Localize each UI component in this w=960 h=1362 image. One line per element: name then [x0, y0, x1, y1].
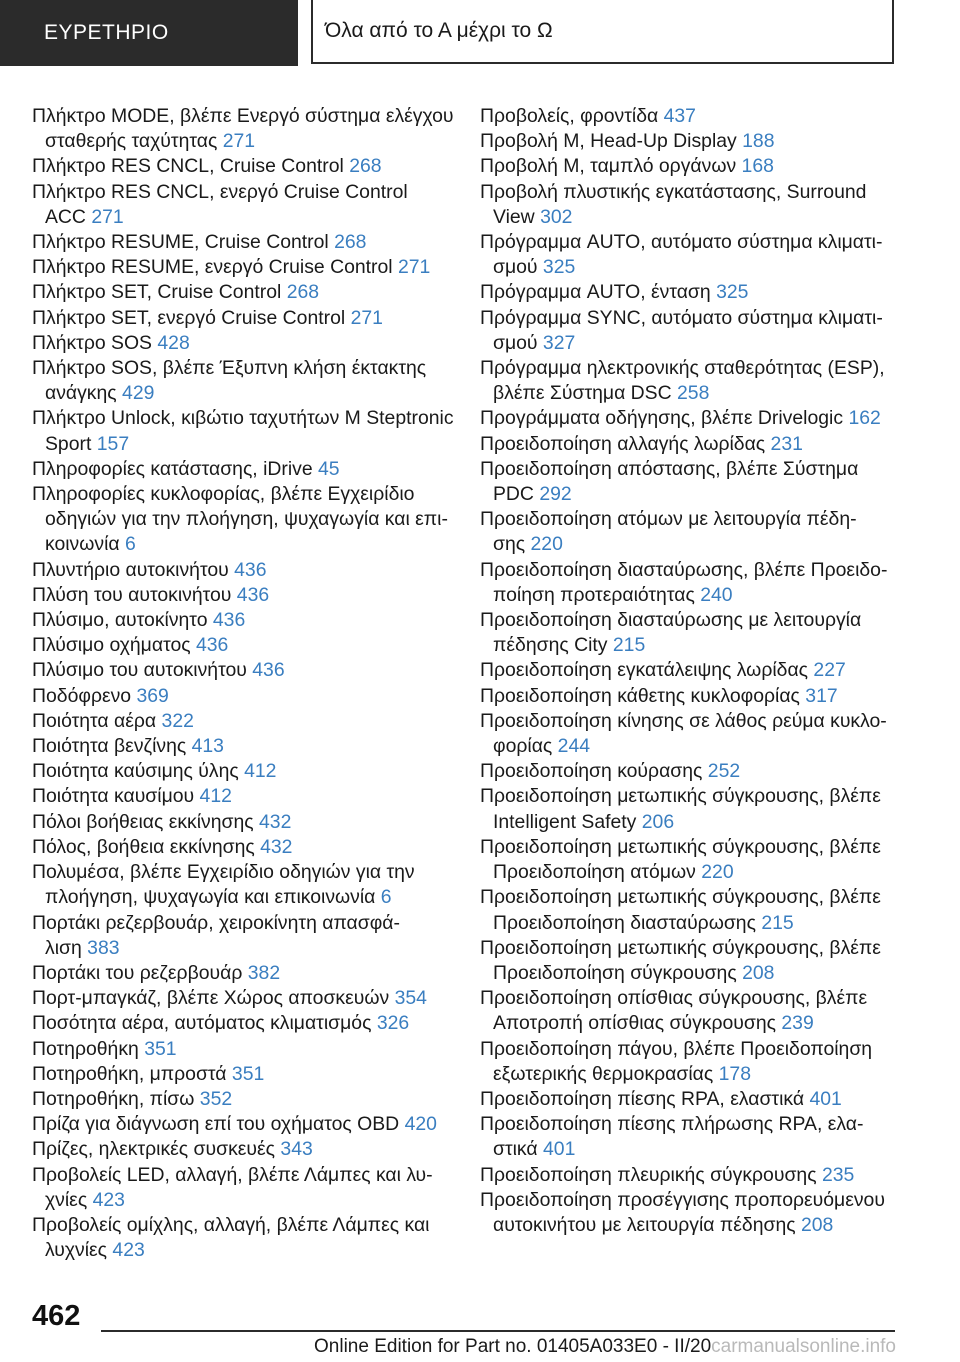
- index-entry-text: οδηγιών για την πλοήγηση, ψυχαγωγία και επι-: [45, 508, 448, 531]
- page-reference-link[interactable]: 208: [742, 961, 775, 984]
- index-entry-text: πέδησης City: [493, 634, 608, 657]
- page-reference-link[interactable]: 325: [716, 281, 749, 304]
- index-entry: [480, 507, 900, 557]
- index-entry: [32, 1213, 452, 1263]
- index-entry: [32, 154, 452, 179]
- index-entry-text: Προειδοποίηση μετωπικής σύγκρουσης, βλέπε: [480, 936, 881, 959]
- index-entry-text: Ποδόφρενο: [32, 684, 132, 707]
- index-entry: [480, 835, 900, 885]
- index-entry: [480, 986, 900, 1036]
- page-reference-link[interactable]: 436: [236, 583, 270, 606]
- index-entry-text: Προειδοποίηση οπίσθιας σύγκρουσης, βλέπε: [480, 987, 868, 1010]
- index-entry-text: Πόλος, βοήθεια εκκίνησης: [32, 835, 255, 858]
- index-entry-text: βλέπε Σύστημα DSC: [493, 382, 672, 405]
- index-entry: [480, 658, 900, 683]
- index-entry-text: Προειδοποίηση εγκατάλειψης λωρίδας: [480, 659, 809, 682]
- edition-text: Online Edition for Part no. 01405A033E0 - II/20: [314, 1336, 712, 1357]
- index-entry: [480, 684, 900, 709]
- page-reference-link[interactable]: 412: [244, 760, 277, 783]
- page-reference-link[interactable]: 413: [191, 735, 224, 758]
- page-reference-link[interactable]: 268: [349, 155, 382, 178]
- index-entry-text: Προειδοποίηση διασταύρωσης με λειτουργία: [480, 609, 862, 632]
- index-entry-text: Πορτ-μπαγκάζ, βλέπε Χώρος αποσκευών: [32, 987, 390, 1010]
- index-entry: [480, 306, 900, 356]
- index-entry: [480, 558, 900, 608]
- index-entry-text: Ποιότητα καυσίμου: [32, 785, 195, 808]
- index-entry: [32, 860, 452, 910]
- page-reference-link[interactable]: 215: [612, 634, 646, 657]
- page-reference-link[interactable]: 423: [112, 1239, 145, 1262]
- page-reference-link[interactable]: 235: [821, 1163, 855, 1186]
- index-entry: [480, 1087, 900, 1112]
- page-reference-link[interactable]: 302: [540, 205, 573, 228]
- page-reference-link[interactable]: 208: [800, 1213, 834, 1236]
- page-number: 462: [32, 1300, 81, 1332]
- page-reference-link[interactable]: 436: [212, 609, 246, 632]
- index-entry: [32, 457, 452, 482]
- index-entry-text: Πλήκτρο SET, Cruise Control: [32, 281, 282, 304]
- index-entry: [480, 230, 900, 280]
- page-reference-link[interactable]: 412: [199, 785, 232, 808]
- page-reference-link[interactable]: 215: [761, 911, 794, 934]
- page-reference-link[interactable]: 188: [742, 130, 775, 153]
- index-entry-text: σμού: [493, 331, 538, 354]
- index-entry-text: Προειδοποίηση ατόμων με λειτουργία πέδη-: [480, 508, 857, 531]
- index-entry-text: Πλήκτρο SET, ενεργό Cruise Control: [32, 306, 346, 329]
- page-reference-link[interactable]: 317: [805, 684, 838, 707]
- index-entry-text: Προειδοποίηση πίεσης πλήρωσης RPA, ελα-: [480, 1113, 864, 1136]
- index-entry-text: Πλύσιμο του αυτοκινήτου: [32, 659, 247, 682]
- index-entry: [480, 406, 900, 431]
- page-reference-link[interactable]: 157: [96, 432, 130, 455]
- index-entry: [32, 558, 452, 583]
- index-entry-text: Προβολείς ομίχλης, αλλαγή, βλέπε Λάμπες και: [32, 1213, 430, 1236]
- index-entry-text: Αποτροπή οπίσθιας σύγκρουσης: [493, 1012, 776, 1035]
- page-reference-link[interactable]: 351: [144, 1037, 177, 1060]
- index-entry: [32, 180, 452, 230]
- index-entry: [32, 608, 452, 633]
- index-entry: [32, 709, 452, 734]
- index-entry: [32, 986, 452, 1011]
- index-entry-text: Πλήκτρο Unlock, κιβώτιο ταχυτήτων M Steptronic: [32, 407, 454, 430]
- index-entry: [32, 658, 452, 683]
- index-entry-text: λιση: [45, 936, 82, 959]
- page-reference-link[interactable]: 168: [741, 155, 774, 178]
- page-reference-link[interactable]: 436: [234, 558, 267, 581]
- index-entry-text: Προειδοποίηση μετωπικής σύγκρουσης, βλέπε: [480, 835, 881, 858]
- index-entry-text: κοινωνία: [45, 533, 120, 556]
- page-reference-link[interactable]: 206: [641, 810, 675, 833]
- index-entry-text: Πλήκτρο MODE, βλέπε Ενεργό σύστημα ελέγχου: [32, 105, 454, 127]
- page-reference-link[interactable]: 6: [380, 886, 392, 909]
- index-entry: [32, 835, 452, 860]
- index-entry: [32, 104, 452, 154]
- index-entry: [480, 936, 900, 986]
- index-entry-text: View: [493, 205, 535, 228]
- index-entry: [32, 759, 452, 784]
- page-reference-link[interactable]: 383: [87, 936, 120, 959]
- index-entry: [480, 1112, 900, 1162]
- index-entry-text: Ποτηροθήκη, πίσω: [32, 1087, 195, 1110]
- index-entry: [32, 331, 452, 356]
- index-entry-text: Προειδοποίηση πίεσης RPA, ελαστικά: [480, 1087, 805, 1110]
- index-entry: [480, 457, 900, 507]
- page-reference-link[interactable]: 437: [663, 105, 696, 127]
- index-entry: [32, 1112, 452, 1137]
- page-reference-link[interactable]: 351: [231, 1062, 265, 1085]
- page-reference-link[interactable]: 6: [125, 533, 136, 556]
- page-reference-link[interactable]: 271: [91, 205, 124, 228]
- page-reference-link[interactable]: 382: [247, 961, 281, 984]
- index-column-left: [32, 104, 452, 1263]
- index-entry-text: ποίηση προτεραιότητας: [493, 583, 695, 606]
- index-entry-text: Πλήκτρο RESUME, Cruise Control: [32, 231, 329, 254]
- index-entry: [32, 356, 452, 406]
- index-entry-text: Πρόγραμμα SYNC, αυτόματο σύστημα κλιματι-: [480, 306, 883, 329]
- index-entry: [480, 759, 900, 784]
- index-entry: [480, 432, 900, 457]
- index-entry: [480, 784, 900, 834]
- index-entry: [480, 154, 900, 179]
- section-tab: [0, 0, 298, 66]
- page-reference-link[interactable]: 231: [770, 432, 803, 455]
- page-reference-link[interactable]: 436: [195, 634, 229, 657]
- section-subtitle: Όλα από το Α μέχρι το Ω: [325, 19, 553, 42]
- index-entry-text: Πορτάκι του ρεζερβουάρ: [32, 961, 243, 984]
- index-entry: [480, 280, 900, 305]
- index-entry-text: Πλήκτρο RES CNCL, ενεργό Cruise Control: [32, 180, 408, 203]
- page-reference-link[interactable]: 45: [318, 457, 340, 480]
- page-reference-link[interactable]: 220: [701, 861, 734, 884]
- index-entry-text: Πλήκτρο RESUME, ενεργό Cruise Control: [32, 256, 393, 279]
- index-entry-text: PDC: [493, 483, 534, 506]
- index-entry-text: Πλύση του αυτοκινήτου: [32, 583, 232, 606]
- page-reference-link[interactable]: 401: [543, 1138, 576, 1161]
- page-reference-link[interactable]: 423: [92, 1188, 125, 1211]
- index-entry: [32, 255, 452, 280]
- page-reference-link[interactable]: 271: [397, 256, 431, 279]
- page-header: [0, 0, 960, 66]
- index-entry: [32, 306, 452, 331]
- index-entry: [32, 406, 452, 456]
- index-entry-text: Πρόγραμμα AUTO, ένταση: [480, 281, 711, 304]
- page-reference-link[interactable]: 327: [542, 331, 576, 354]
- index-entry: [480, 608, 900, 658]
- index-entry-text: Ποιότητα βενζίνης: [32, 735, 187, 758]
- page-reference-link[interactable]: 239: [781, 1012, 814, 1035]
- index-entry: [32, 734, 452, 759]
- footer-divider: [101, 1330, 895, 1332]
- index-entry-text: Προγράμματα οδήγησης, βλέπε Drivelogic: [480, 407, 844, 430]
- page-reference-link[interactable]: 162: [848, 407, 881, 430]
- index-entry-text: Πληροφορίες κατάστασης, iDrive: [32, 457, 313, 480]
- index-entry: [32, 911, 452, 961]
- index-entry-text: Πλήκτρο SOS: [32, 331, 152, 354]
- index-entry-text: Προειδοποίηση απόστασης, βλέπε Σύστημα: [480, 457, 859, 480]
- index-entry-text: Προβολή Μ, Head-Up Display: [480, 130, 737, 153]
- footer-edition: [0, 1336, 896, 1358]
- index-entry-text: Πρίζα για διάγνωση επί του οχήματος OBD: [32, 1113, 400, 1136]
- index-entry-text: Προειδοποίηση μετωπικής σύγκρουσης, βλέπε: [480, 785, 881, 808]
- index-entry: [32, 1062, 452, 1087]
- index-entry-text: Προειδοποίηση διασταύρωσης: [493, 911, 756, 934]
- index-entry: [32, 583, 452, 608]
- page-reference-link[interactable]: 268: [286, 281, 320, 304]
- index-entry-text: Προειδοποίηση προσέγγισης προπορευόμενου: [480, 1188, 885, 1211]
- index-entry-text: Προβολείς, φροντίδα: [480, 105, 659, 127]
- index-entry: [32, 1163, 452, 1213]
- index-entry: [32, 1011, 452, 1036]
- page-reference-link[interactable]: 432: [259, 810, 292, 833]
- page-reference-link[interactable]: 240: [700, 583, 733, 606]
- index-entry: [32, 1037, 452, 1062]
- page-reference-link[interactable]: 401: [809, 1087, 842, 1110]
- index-entry-text: Προβολή πλυστικής εγκατάστασης, Surround: [480, 180, 867, 203]
- page-reference-link[interactable]: 271: [222, 130, 256, 153]
- index-entry-text: Ποσότητα αέρα, αυτόματος κλιματισμός: [32, 1012, 372, 1035]
- index-entry-text: Προειδοποίηση σύγκρουσης: [493, 961, 737, 984]
- index-entry-text: Προειδοποίηση πλευρικής σύγκρουσης: [480, 1163, 817, 1186]
- page-reference-link[interactable]: 420: [404, 1113, 437, 1136]
- page-reference-link[interactable]: 432: [260, 835, 293, 858]
- index-entry: [480, 709, 900, 759]
- page-reference-link[interactable]: 244: [557, 735, 591, 758]
- index-entry-text: ACC: [45, 205, 86, 228]
- index-entry-text: πλοήγηση, ψυχαγωγία και επικοινωνία: [45, 886, 376, 909]
- page-reference-link[interactable]: 271: [350, 306, 383, 329]
- index-entry-text: χνίες: [45, 1188, 88, 1211]
- index-entry-text: Προειδοποίηση κίνησης σε λάθος ρεύμα κυκλο-: [480, 709, 887, 732]
- index-entry: [32, 482, 452, 558]
- index-entry-text: Πρόγραμμα AUTO, αυτόματο σύστημα κλιματι-: [480, 231, 883, 254]
- page-reference-link[interactable]: 292: [539, 483, 572, 506]
- index-entry-text: Προβολή Μ, ταμπλό οργάνων: [480, 155, 737, 178]
- index-entry: [480, 1037, 900, 1087]
- index-entry: [32, 810, 452, 835]
- index-entry: [480, 1163, 900, 1188]
- index-entry-text: Πρίζες, ηλεκτρικές συσκευές: [32, 1138, 276, 1161]
- page-reference-link[interactable]: 429: [122, 382, 155, 405]
- page-reference-link[interactable]: 325: [542, 256, 576, 279]
- page-reference-link[interactable]: 178: [718, 1062, 751, 1085]
- page-reference-link[interactable]: 352: [199, 1087, 233, 1110]
- page-reference-link[interactable]: 322: [161, 709, 194, 732]
- index-entry-text: σταθερής ταχύτητας: [45, 130, 218, 153]
- index-entry-text: Προειδοποίηση αλλαγής λωρίδας: [480, 432, 766, 455]
- index-entry: [480, 104, 900, 129]
- index-entry-text: Προειδοποίηση πάγου, βλέπε Προειδοποίηση: [480, 1037, 873, 1060]
- index-entry-text: λυχνίες: [45, 1239, 108, 1262]
- index-column-right: [480, 104, 900, 1238]
- index-entry-text: Προειδοποίηση κάθετης κυκλοφορίας: [480, 684, 800, 707]
- section-subtitle-tab: [311, 0, 894, 64]
- index-entry-text: Πλύσιμο, αυτοκίνητο: [32, 609, 208, 632]
- index-entry: [32, 961, 452, 986]
- page-reference-link[interactable]: 220: [530, 533, 563, 556]
- index-entry-text: Πλήκτρο RES CNCL, Cruise Control: [32, 155, 344, 178]
- index-entry-text: Πολυμέσα, βλέπε Εγχειρίδιο οδηγιών για την: [32, 861, 415, 884]
- index-entry-text: Προβολείς LED, αλλαγή, βλέπε Λάμπες και λυ-: [32, 1163, 433, 1186]
- page-reference-link[interactable]: 436: [252, 659, 285, 682]
- index-entry: [32, 230, 452, 255]
- index-entry-text: Πληροφορίες κυκλοφορίας, βλέπε Εγχειρίδιο: [32, 483, 415, 506]
- index-entry-text: Ποτηροθήκη, μπροστά: [32, 1062, 227, 1085]
- index-entry: [32, 1087, 452, 1112]
- index-entry-text: στικά: [493, 1138, 538, 1161]
- watermark-text: carmanualsonline.info: [711, 1336, 896, 1357]
- index-entry-text: Πλήκτρο SOS, βλέπε Έξυπνη κλήση έκτακτης: [32, 357, 427, 380]
- index-entry-text: Προειδοποίηση μετωπικής σύγκρουσης, βλέπε: [480, 886, 881, 909]
- index-entry: [480, 129, 900, 154]
- index-entry-text: αυτοκινήτου με λειτουργία πέδησης: [493, 1213, 796, 1236]
- index-entry: [480, 180, 900, 230]
- index-entry: [32, 633, 452, 658]
- index-entry-text: σης: [493, 533, 526, 556]
- page-reference-link[interactable]: 258: [677, 382, 710, 405]
- index-entry-text: Προειδοποίηση ατόμων: [493, 861, 696, 884]
- section-tab-label: ΕΥΡΕΤΗΡΙΟ: [44, 21, 169, 44]
- page-reference-link[interactable]: 268: [334, 231, 367, 254]
- index-entry: [480, 356, 900, 406]
- page-reference-link[interactable]: 369: [136, 684, 169, 707]
- index-entry: [32, 1137, 452, 1162]
- index-entry-text: Intelligent Safety: [493, 810, 637, 833]
- index-entry-text: Προειδοποίηση κούρασης: [480, 760, 703, 783]
- page-reference-link[interactable]: 354: [394, 987, 427, 1010]
- page-reference-link[interactable]: 326: [376, 1012, 410, 1035]
- index-entry-text: Πορτάκι ρεζερβουάρ, χειροκίνητη απασφά-: [32, 911, 400, 934]
- index-entry-text: Πλύσιμο οχήματος: [32, 634, 191, 657]
- index-entry-text: Sport: [45, 432, 92, 455]
- index-entry: [480, 885, 900, 935]
- index-entry-text: Προειδοποίηση διασταύρωσης, βλέπε Προειδο-: [480, 558, 888, 581]
- index-entry-text: Πλυντήριο αυτοκινήτου: [32, 558, 229, 581]
- index-entry-text: Ποιότητα αέρα: [32, 709, 157, 732]
- index-entry: [480, 1188, 900, 1238]
- index-entry-text: εξωτερικής θερμοκρασίας: [493, 1062, 714, 1085]
- index-entry-text: Πόλοι βοήθειας εκκίνησης: [32, 810, 254, 833]
- page-reference-link[interactable]: 428: [157, 331, 190, 354]
- page-reference-link[interactable]: 252: [707, 760, 741, 783]
- index-entry: [32, 684, 452, 709]
- page-reference-link[interactable]: 343: [280, 1138, 313, 1161]
- index-entry-text: ανάγκης: [45, 382, 117, 405]
- index-entry-text: Πρόγραμμα ηλεκτρονικής σταθερότητας (ESP),: [480, 357, 885, 380]
- index-entry-text: Ποιότητα καύσιμης ύλης: [32, 760, 239, 783]
- index-entry-text: Ποτηροθήκη: [32, 1037, 139, 1060]
- index-entry-text: φορίας: [493, 735, 553, 758]
- index-entry: [32, 784, 452, 809]
- page-reference-link[interactable]: 227: [813, 659, 846, 682]
- index-entry: [32, 280, 452, 305]
- index-entry-text: σμού: [493, 256, 538, 279]
